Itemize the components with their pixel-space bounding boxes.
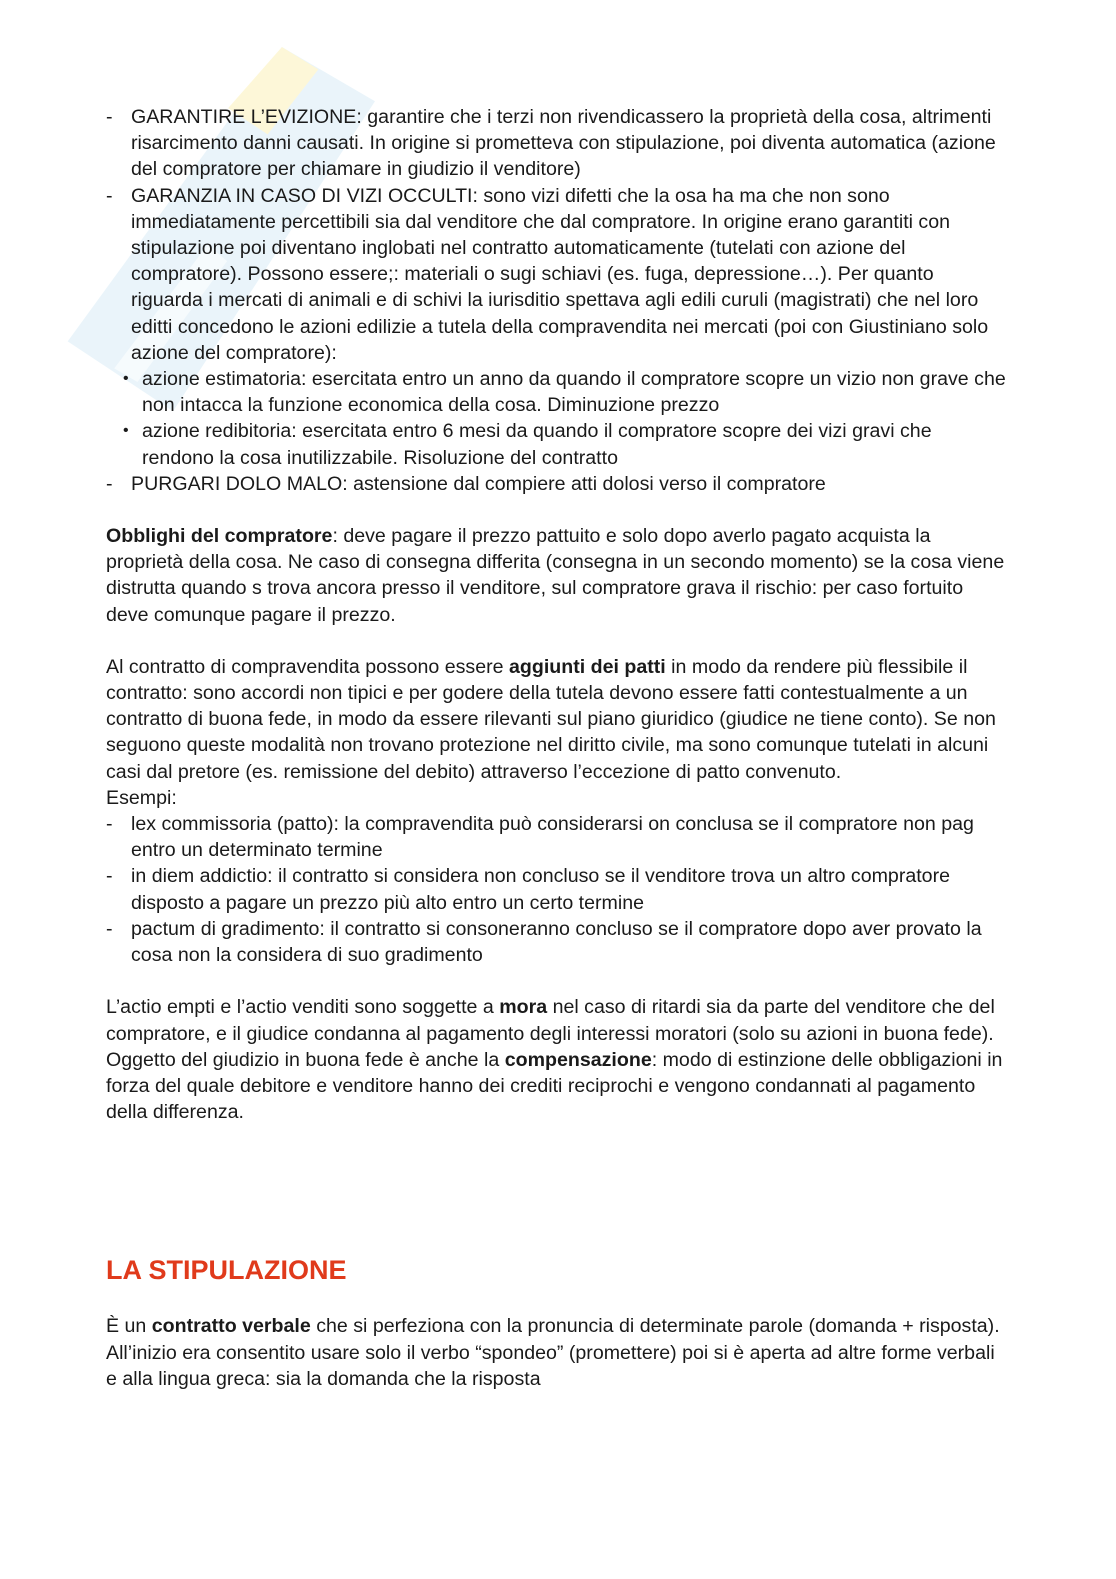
paragraph-obblighi-compratore [106,523,1006,628]
paragraph-text: in modo da rendere più flessibile il contratto: sono accordi non tipici e per godere della tutela devono essere fatti contestualmente a un contratto di buona fede, in modo da essere rilevanti sul piano giuridico (giudice ne tiene conto). Se non seguono queste modalità non trovano protezione nel diritto civile, ma sono comunque tutelati in alcuni casi dal pretore (es. remissione del debito) attraverso l’eccezione di patto convenuto. [106,655,996,783]
paragraph-text: Al contratto di compravendita possono essere [106,655,509,678]
list-item-example [106,811,1006,863]
bold-term: compensazione [504,1048,652,1071]
item-title: GARANTIRE L’EVIZIONE: [131,106,362,128]
item-title: GARANZIA IN CASO DI VIZI OCCULTI: [131,184,478,207]
example-text: lex commissoria (patto): la compravendita può considerarsi on conclusa se il compratore non pag entro un determinato termine [131,813,974,862]
paragraph-text: che si perfeziona con la pronuncia di determinate parole (domanda + risposta). All’inizio era consentito usare solo il verbo “spondeo” (promettere) poi si è aperta ad altre forme verbali e alla lingua greca: sia la domanda che la risposta [106,1315,1000,1390]
paragraph-text: L’actio empti e l’actio venditi sono soggette a [106,996,500,1019]
dash-marker: - [106,865,113,888]
list-item-example [106,916,1006,968]
bullet-item-estimatoria [106,366,1006,418]
bullet-marker: • [123,370,129,388]
esempi-label: Esempi: [106,786,177,809]
section-heading: LA STIPULAZIONE [106,1255,347,1286]
bold-term: Obblighi del compratore [106,525,333,548]
list-item-evizione [106,104,1006,183]
bullet-text: azione redibitoria: esercitata entro 6 mesi da quando il compratore scopre dei vizi gravi che rendono la cosa inutilizzabile. Risoluzione del contratto [142,420,932,469]
dash-marker: - [106,184,113,207]
paragraph-text: nel caso di ritardi sia da parte del venditore che del compratore, e il giudice condanna al pagamento degli interessi moratori (solo su azioni in buona fede). Oggetto del giudizio in buona fede è anche la [106,996,995,1071]
list-item-vizi-occulti [106,183,1006,366]
bold-term: contratto verbale [151,1315,311,1338]
bold-term: mora [499,996,548,1019]
list-item-example [106,863,1006,915]
paragraph-mora [106,994,1006,1125]
item-text: astensione dal compiere atti dolosi verso il compratore [347,472,826,495]
list-item-purgari [106,471,1006,497]
bullet-text: azione estimatoria: esercitata entro un anno da quando il compratore scopre un vizio non grave che non intacca la funzione economica della cosa. Diminuzione prezzo [142,368,1006,417]
bold-term: aggiunti dei patti [508,655,666,678]
paragraph-text: : modo di estinzione delle obbligazioni in forza del quale debitore e venditore hanno dei crediti reciprochi e vengono condannati al pagamento della differenza. [106,1048,1003,1124]
example-text: pactum di gradimento: il contratto si consoneranno concluso se il compratore dopo aver provato la cosa non la considera di suo gradimento [131,917,982,967]
dash-marker: - [106,472,113,495]
paragraph-patti [106,654,1006,785]
item-text: sono vizi difetti che la osa ha ma che non sono immediatamente percettibili sia dal venditore che dal compratore. In origine erano garantiti con stipulazione poi diventano inglobati nel contratto automaticamente (tutelati con azione del compratore). Possono essere;: materiali o sugi schiavi (es. fuga, depressione…). Per quanto riguarda i mercati di animali e di schivi la iurisditio spettava agli edili curuli (magistrati) che nel loro editti concedono le azioni edilizie a tutela della compravendita nei mercati (poi con Giustiniano solo azione del compratore): [131,184,989,364]
example-text: in diem addictio: il contratto si considera non concluso se il venditore trova un altro compratore disposto a pagare un prezzo più alto entro un certo termine [131,865,951,914]
dash-marker: - [106,106,113,128]
paragraph-text: È un [106,1315,152,1338]
item-title: PURGARI DOLO MALO: [131,472,348,495]
document-page [106,104,1006,1392]
bullet-marker: • [123,422,129,440]
paragraph-stipulazione [106,1313,1006,1392]
bullet-item-redibitoria [106,418,1006,470]
dash-marker: - [106,813,113,836]
dash-marker: - [106,917,113,940]
paragraph-text: : deve pagare il prezzo pattuito e solo dopo averlo pagato acquista la proprietà della cosa. Ne caso di consegna differita (consegna in un secondo momento) se la cosa viene distrutta quando s trova ancora presso il venditore, sul compratore grava il rischio: per caso fortuito deve comunque pagare il prezzo. [106,525,1005,626]
item-text: garantire che i terzi non rivendicassero la proprietà della cosa, altrimenti risarcimento danni causati. In origine si prometteva con stipulazione, poi diventa automatica (azione del compratore per chiamare in giudizio il venditore) [131,106,996,181]
